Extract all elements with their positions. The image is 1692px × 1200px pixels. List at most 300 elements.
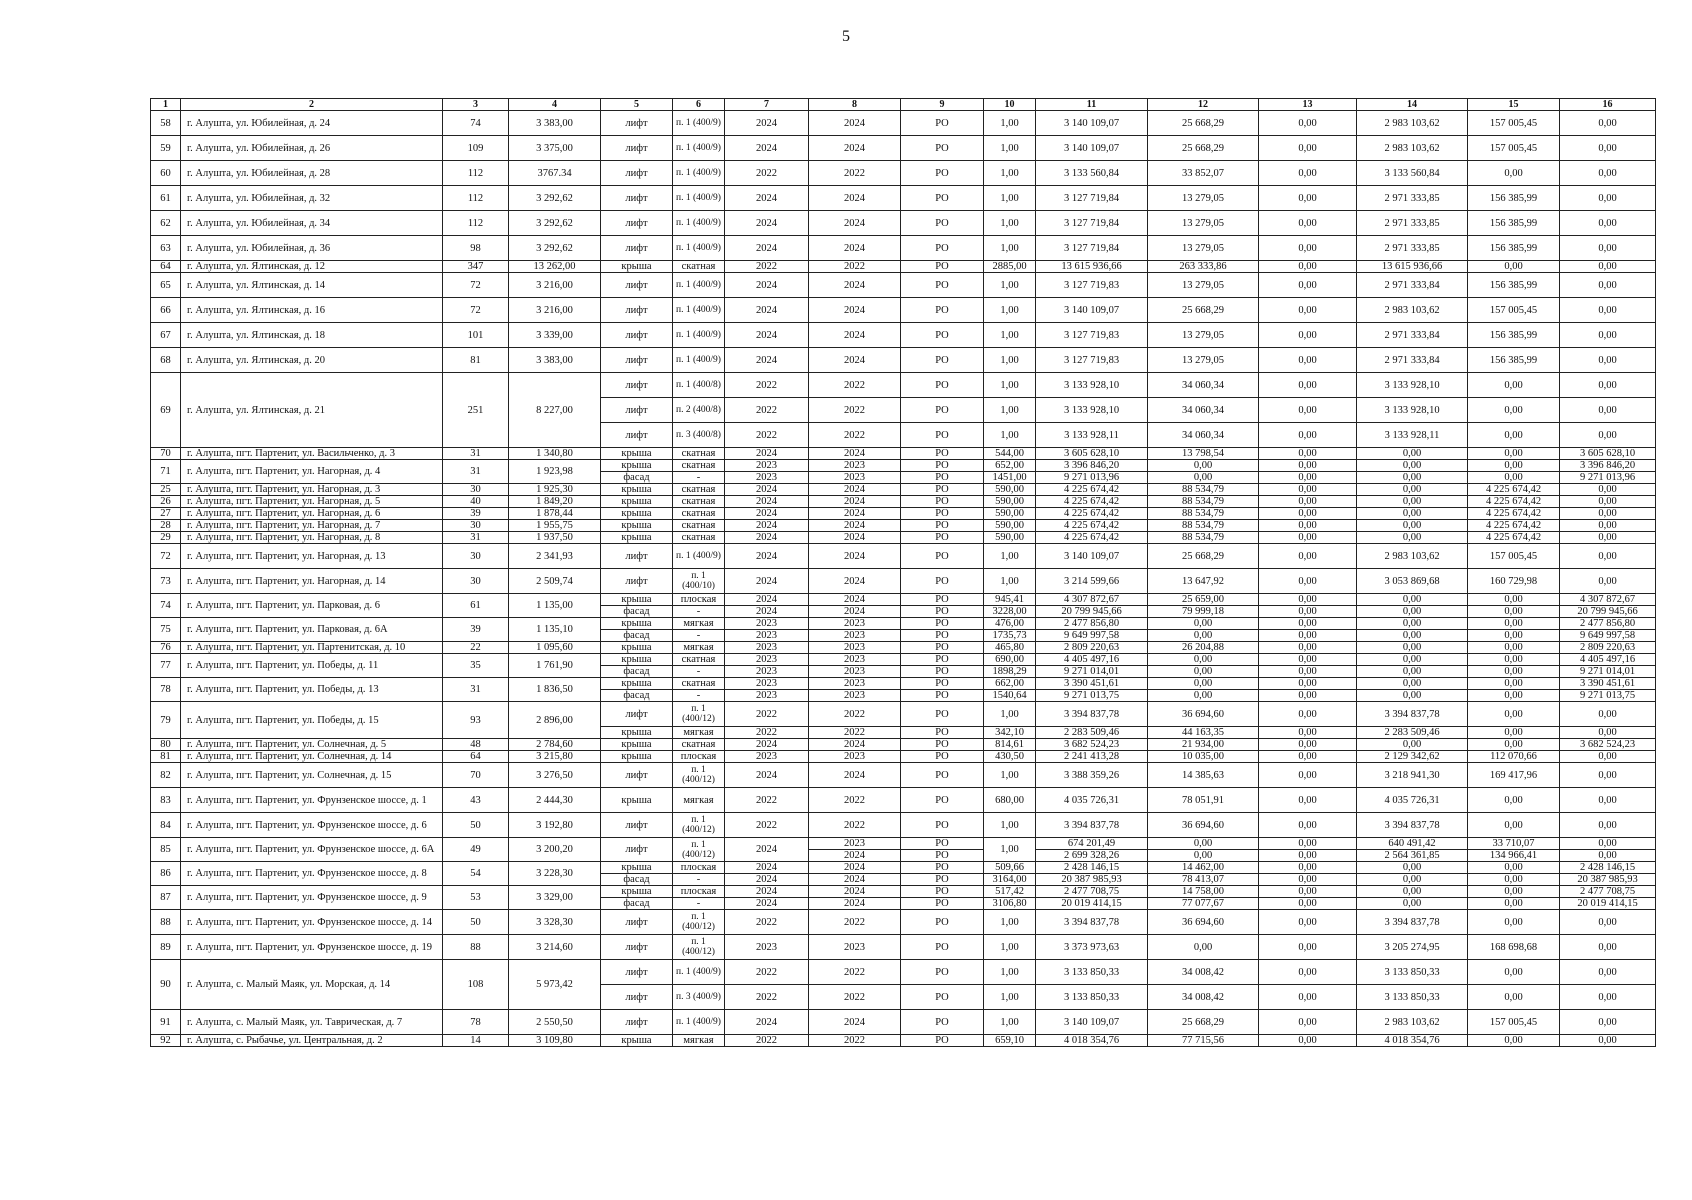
table-cell: 2024 <box>809 520 901 532</box>
table-cell: 1 849,20 <box>509 496 601 508</box>
table-cell: 88 534,79 <box>1148 496 1259 508</box>
table-cell: 652,00 <box>984 460 1036 472</box>
table-cell: 3 383,00 <box>509 111 601 136</box>
table-cell: 0,00 <box>1468 862 1560 874</box>
table-cell: п. 1 (400/9) <box>673 298 725 323</box>
table-cell: 84 <box>151 813 181 838</box>
table-cell: п. 1 (400/9) <box>673 348 725 373</box>
table-row <box>151 161 1656 186</box>
table-cell: 88 534,79 <box>1148 520 1259 532</box>
table-cell: 659,10 <box>984 1035 1036 1047</box>
table-row <box>151 910 1656 935</box>
table-cell: РО <box>901 323 984 348</box>
table-cell: п. 1 (400/9) <box>673 273 725 298</box>
table-cell: 690,00 <box>984 654 1036 666</box>
table-cell: 20 387 985,93 <box>1560 874 1656 886</box>
column-header: 4 <box>509 99 601 111</box>
table-cell: лифт <box>601 211 673 236</box>
table-cell: 112 070,66 <box>1468 751 1560 763</box>
table-cell: 2023 <box>725 630 809 642</box>
table-cell: 2024 <box>725 569 809 594</box>
table-cell: 2022 <box>725 910 809 935</box>
table-cell: фасад <box>601 606 673 618</box>
table-cell: крыша <box>601 678 673 690</box>
table-cell: 3 328,30 <box>509 910 601 935</box>
table-cell: 3 133 928,11 <box>1357 423 1468 448</box>
table-cell: скатная <box>673 448 725 460</box>
table-cell: 2023 <box>809 935 901 960</box>
table-cell: 72 <box>443 298 509 323</box>
table-cell: РО <box>901 862 984 874</box>
table-cell: 13 279,05 <box>1148 273 1259 298</box>
table-cell: 1 925,30 <box>509 484 601 496</box>
table-cell: 2022 <box>725 373 809 398</box>
table-cell: 20 799 945,66 <box>1560 606 1656 618</box>
table-cell: 160 729,98 <box>1468 569 1560 594</box>
table-row <box>151 751 1656 763</box>
table-cell: РО <box>901 111 984 136</box>
table-cell: 0,00 <box>1468 594 1560 606</box>
table-body <box>151 111 1656 1047</box>
table-cell: 0,00 <box>1560 236 1656 261</box>
page-number: 5 <box>842 28 850 45</box>
table-cell: 0,00 <box>1259 838 1357 850</box>
table-cell: 3 127 719,84 <box>1036 211 1148 236</box>
table-cell: 0,00 <box>1468 398 1560 423</box>
table-cell: крыша <box>601 520 673 532</box>
table-cell: 0,00 <box>1468 813 1560 838</box>
table-cell: лифт <box>601 323 673 348</box>
table-cell: 2023 <box>725 654 809 666</box>
table-cell: 3 276,50 <box>509 763 601 788</box>
table-row <box>151 763 1656 788</box>
table-cell: 3 127 719,83 <box>1036 348 1148 373</box>
table-cell: 3 682 524,23 <box>1560 739 1656 751</box>
table-cell: 83 <box>151 788 181 813</box>
table-cell: 98 <box>443 236 509 261</box>
table-cell: 9 649 997,58 <box>1560 630 1656 642</box>
table-cell: 2024 <box>725 186 809 211</box>
table-cell: 64 <box>443 751 509 763</box>
table-cell: 1,00 <box>984 161 1036 186</box>
table-cell: 2 983 103,62 <box>1357 1010 1468 1035</box>
table-cell: 2 983 103,62 <box>1357 136 1468 161</box>
table-cell: г. Алушта, пгт. Партенит, ул. Солнечная, д. 5 <box>181 739 443 751</box>
table-cell: 2024 <box>809 606 901 618</box>
table-cell: 590,00 <box>984 484 1036 496</box>
table-cell: 2022 <box>809 423 901 448</box>
table-cell: 48 <box>443 739 509 751</box>
table-cell: 1540,64 <box>984 690 1036 702</box>
table-cell: 0,00 <box>1560 532 1656 544</box>
table-cell: РО <box>901 690 984 702</box>
table-cell: г. Алушта, с. Малый Маяк, ул. Таврическая, д. 7 <box>181 1010 443 1035</box>
table-row <box>151 211 1656 236</box>
table-cell: скатная <box>673 508 725 520</box>
table-cell: 1 340,80 <box>509 448 601 460</box>
table-cell: 156 385,99 <box>1468 323 1560 348</box>
table-cell: фасад <box>601 690 673 702</box>
table-cell: 2022 <box>809 161 901 186</box>
table-cell: крыша <box>601 460 673 472</box>
table-cell: лифт <box>601 763 673 788</box>
table-cell: крыша <box>601 642 673 654</box>
table-cell: 2023 <box>809 751 901 763</box>
table-cell: 0,00 <box>1357 642 1468 654</box>
table-cell: РО <box>901 261 984 273</box>
table-cell: 3 394 837,78 <box>1357 702 1468 727</box>
table-cell: 2 129 342,62 <box>1357 751 1468 763</box>
table-cell: - <box>673 898 725 910</box>
table-cell: фасад <box>601 874 673 886</box>
table-cell: 0,00 <box>1259 642 1357 654</box>
table-cell: 2 983 103,62 <box>1357 111 1468 136</box>
table-cell: 0,00 <box>1259 348 1357 373</box>
table-row <box>151 508 1656 520</box>
table-cell: 2 341,93 <box>509 544 601 569</box>
table-cell: 53 <box>443 886 509 910</box>
table-row <box>151 544 1656 569</box>
table-cell: лифт <box>601 569 673 594</box>
table-cell: 63 <box>151 236 181 261</box>
table-cell: 0,00 <box>1468 739 1560 751</box>
table-cell: 2024 <box>809 323 901 348</box>
table-cell: 2022 <box>809 373 901 398</box>
column-header: 11 <box>1036 99 1148 111</box>
table-cell: 2 283 509,46 <box>1036 727 1148 739</box>
table-cell: г. Алушта, пгт. Партенит, ул. Солнечная, д. 15 <box>181 763 443 788</box>
table-cell: 3228,00 <box>984 606 1036 618</box>
table-cell: 4 035 726,31 <box>1036 788 1148 813</box>
table-cell: 0,00 <box>1357 886 1468 898</box>
table-cell: 0,00 <box>1357 460 1468 472</box>
table-cell: 0,00 <box>1148 630 1259 642</box>
table-cell: 0,00 <box>1148 935 1259 960</box>
table-cell: 4 225 674,42 <box>1468 520 1560 532</box>
table-cell: РО <box>901 520 984 532</box>
table-cell: 0,00 <box>1357 520 1468 532</box>
table-cell: г. Алушта, ул. Юбилейная, д. 24 <box>181 111 443 136</box>
table-cell: 0,00 <box>1148 654 1259 666</box>
table-cell: 0,00 <box>1560 186 1656 211</box>
table-cell: 3 228,30 <box>509 862 601 886</box>
table-cell: 0,00 <box>1259 898 1357 910</box>
table-row <box>151 960 1656 985</box>
table-cell: 2022 <box>725 1035 809 1047</box>
table-cell: 3 133 560,84 <box>1357 161 1468 186</box>
table-cell: 0,00 <box>1148 690 1259 702</box>
table-cell: 87 <box>151 886 181 910</box>
table-cell: 0,00 <box>1259 850 1357 862</box>
table-cell: 2024 <box>809 532 901 544</box>
table-cell: г. Алушта, пгт. Партенит, ул. Победы, д. 13 <box>181 678 443 702</box>
table-cell: 0,00 <box>1468 423 1560 448</box>
table-cell: 814,61 <box>984 739 1036 751</box>
column-header: 16 <box>1560 99 1656 111</box>
table-cell: 2 699 328,26 <box>1036 850 1148 862</box>
table-row <box>151 935 1656 960</box>
table-cell: РО <box>901 186 984 211</box>
table-cell: 590,00 <box>984 508 1036 520</box>
table-cell: РО <box>901 751 984 763</box>
table-cell: 3 214,60 <box>509 935 601 960</box>
table-cell: 0,00 <box>1468 618 1560 630</box>
table-cell: 77 <box>151 654 181 678</box>
table-cell: 0,00 <box>1468 985 1560 1010</box>
table-row <box>151 594 1656 606</box>
table-cell: г. Алушта, пгт. Партенит, ул. Нагорная, д. 13 <box>181 544 443 569</box>
table-cell: 0,00 <box>1259 520 1357 532</box>
table-cell: 68 <box>151 348 181 373</box>
table-cell: г. Алушта, пгт. Партенит, ул. Нагорная, д. 5 <box>181 496 443 508</box>
table-cell: п. 1 (400/12) <box>673 838 725 862</box>
table-cell: РО <box>901 678 984 690</box>
table-cell: 3 133 928,10 <box>1357 398 1468 423</box>
table-row <box>151 136 1656 161</box>
table-cell: 1,00 <box>984 910 1036 935</box>
table-cell: 156 385,99 <box>1468 236 1560 261</box>
table-cell: 3 394 837,78 <box>1036 910 1148 935</box>
table-cell: 0,00 <box>1259 472 1357 484</box>
table-cell: РО <box>901 508 984 520</box>
table-cell: 0,00 <box>1468 702 1560 727</box>
table-cell: 0,00 <box>1259 236 1357 261</box>
table-cell: скатная <box>673 460 725 472</box>
table-cell: РО <box>901 423 984 448</box>
table-cell: 0,00 <box>1560 273 1656 298</box>
column-header: 3 <box>443 99 509 111</box>
table-cell: 31 <box>443 460 509 484</box>
table-cell: 2 971 333,84 <box>1357 348 1468 373</box>
table-row <box>151 520 1656 532</box>
table-cell: 342,10 <box>984 727 1036 739</box>
table-cell: 64 <box>151 261 181 273</box>
table-cell: 1 937,50 <box>509 532 601 544</box>
table-row <box>151 273 1656 298</box>
table-cell: 2023 <box>809 460 901 472</box>
table-cell: г. Алушта, пгт. Партенит, ул. Нагорная, д. 3 <box>181 484 443 496</box>
table-cell: п. 1 (400/8) <box>673 373 725 398</box>
table-cell: 2022 <box>725 727 809 739</box>
table-cell: 40 <box>443 496 509 508</box>
table-cell: 157 005,45 <box>1468 544 1560 569</box>
table-cell: 2023 <box>725 618 809 630</box>
table-cell: 157 005,45 <box>1468 111 1560 136</box>
column-header: 5 <box>601 99 673 111</box>
table-cell: 58 <box>151 111 181 136</box>
table-cell: 81 <box>443 348 509 373</box>
table-cell: мягкая <box>673 788 725 813</box>
table-cell: лифт <box>601 960 673 985</box>
table-cell: 2024 <box>725 273 809 298</box>
table-cell: 2024 <box>725 606 809 618</box>
table-cell: 0,00 <box>1259 862 1357 874</box>
table-cell: 89 <box>151 935 181 960</box>
table-cell: 2022 <box>725 423 809 448</box>
table-cell: 347 <box>443 261 509 273</box>
table-cell: 88 534,79 <box>1148 532 1259 544</box>
table-cell: 0,00 <box>1468 898 1560 910</box>
table-cell: 2 896,00 <box>509 702 601 739</box>
table-cell: 3 388 359,26 <box>1036 763 1148 788</box>
table-cell: 2023 <box>809 678 901 690</box>
table-cell: 3 216,00 <box>509 298 601 323</box>
table-cell: 2 983 103,62 <box>1357 544 1468 569</box>
table-cell: 85 <box>151 838 181 862</box>
table-cell: 74 <box>443 111 509 136</box>
table-cell: 3 292,62 <box>509 211 601 236</box>
table-cell: 2 809 220,63 <box>1036 642 1148 654</box>
table-cell: 590,00 <box>984 532 1036 544</box>
table-cell: РО <box>901 702 984 727</box>
table-cell: крыша <box>601 484 673 496</box>
table-row <box>151 348 1656 373</box>
table-cell: 26 <box>151 496 181 508</box>
table-cell: 2024 <box>725 484 809 496</box>
table-cell: г. Алушта, пгт. Партенит, ул. Фрунзенское шоссе, д. 1 <box>181 788 443 813</box>
table-cell: 3 292,62 <box>509 236 601 261</box>
table-cell: 2023 <box>809 472 901 484</box>
table-cell: 0,00 <box>1468 678 1560 690</box>
table-cell: 1 761,90 <box>509 654 601 678</box>
table-cell: 4 405 497,16 <box>1560 654 1656 666</box>
table-cell: лифт <box>601 373 673 398</box>
table-cell: 9 649 997,58 <box>1036 630 1148 642</box>
table-cell: 2022 <box>809 1035 901 1047</box>
table-cell: 2 283 509,46 <box>1357 727 1468 739</box>
table-cell: 1 955,75 <box>509 520 601 532</box>
table-row <box>151 186 1656 211</box>
table-cell: 74 <box>151 594 181 618</box>
table-cell: г. Алушта, с. Рыбачье, ул. Центральная, д. 2 <box>181 1035 443 1047</box>
table-cell: 674 201,49 <box>1036 838 1148 850</box>
table-cell: 2 477 708,75 <box>1036 886 1148 898</box>
table-cell: РО <box>901 161 984 186</box>
table-cell: 2 971 333,84 <box>1357 273 1468 298</box>
table-cell: фасад <box>601 630 673 642</box>
table-cell: 13 615 936,66 <box>1036 261 1148 273</box>
table-cell: фасад <box>601 472 673 484</box>
table-cell: 0,00 <box>1560 985 1656 1010</box>
table-cell: 9 271 013,96 <box>1560 472 1656 484</box>
table-cell: 2024 <box>809 1010 901 1035</box>
table-cell: 13 279,05 <box>1148 186 1259 211</box>
table-cell: 0,00 <box>1259 985 1357 1010</box>
table-cell: 0,00 <box>1259 261 1357 273</box>
table-cell: 3 339,00 <box>509 323 601 348</box>
table-cell: 0,00 <box>1468 460 1560 472</box>
table-cell: 78 <box>443 1010 509 1035</box>
table-cell: г. Алушта, пгт. Партенит, ул. Фрунзенское шоссе, д. 9 <box>181 886 443 910</box>
column-header: 7 <box>725 99 809 111</box>
table-cell: 2024 <box>809 739 901 751</box>
table-cell: 168 698,68 <box>1468 935 1560 960</box>
table-cell: РО <box>901 898 984 910</box>
table-cell: 157 005,45 <box>1468 1010 1560 1035</box>
table-cell: 80 <box>151 739 181 751</box>
table-cell: 31 <box>443 448 509 460</box>
table-cell: 2 241 413,28 <box>1036 751 1148 763</box>
table-cell: 0,00 <box>1357 532 1468 544</box>
table-cell: г. Алушта, пгт. Партенит, ул. Васильченко, д. 3 <box>181 448 443 460</box>
table-cell: 0,00 <box>1468 1035 1560 1047</box>
table-cell: мягкая <box>673 1035 725 1047</box>
table-row <box>151 460 1656 472</box>
table-cell: 0,00 <box>1357 666 1468 678</box>
table-cell: 0,00 <box>1148 838 1259 850</box>
table-cell: 0,00 <box>1357 690 1468 702</box>
table-cell: 0,00 <box>1357 606 1468 618</box>
table-cell: 2 983 103,62 <box>1357 298 1468 323</box>
table-cell: 30 <box>443 569 509 594</box>
table-cell: 39 <box>443 508 509 520</box>
table-cell: 3 140 109,07 <box>1036 544 1148 569</box>
table-row <box>151 373 1656 398</box>
table-cell: 3 133 850,33 <box>1357 985 1468 1010</box>
table-cell: РО <box>901 874 984 886</box>
table-cell: 20 019 414,15 <box>1560 898 1656 910</box>
table-cell: 109 <box>443 136 509 161</box>
table-cell: 8 227,00 <box>509 373 601 448</box>
table-cell: 3 133 928,10 <box>1036 398 1148 423</box>
table-cell: 112 <box>443 161 509 186</box>
table-cell: п. 1 (400/12) <box>673 910 725 935</box>
table-cell: 2023 <box>725 678 809 690</box>
table-cell: 2023 <box>809 618 901 630</box>
table-cell: скатная <box>673 678 725 690</box>
table-cell: 3 200,20 <box>509 838 601 862</box>
table-cell: 0,00 <box>1560 751 1656 763</box>
table-cell: РО <box>901 618 984 630</box>
table-cell: 4 018 354,76 <box>1036 1035 1148 1047</box>
table-cell: 0,00 <box>1259 935 1357 960</box>
column-header: 12 <box>1148 99 1259 111</box>
table-cell: 4 018 354,76 <box>1357 1035 1468 1047</box>
table-cell: 31 <box>443 532 509 544</box>
table-cell: РО <box>901 960 984 985</box>
table-cell: 3 140 109,07 <box>1036 111 1148 136</box>
table-cell: крыша <box>601 594 673 606</box>
table-cell: 0,00 <box>1357 496 1468 508</box>
table-cell: 2024 <box>809 448 901 460</box>
table-cell: 2022 <box>725 261 809 273</box>
table-cell: 3 133 928,11 <box>1036 423 1148 448</box>
table-cell: 0,00 <box>1560 544 1656 569</box>
table-cell: 14 462,00 <box>1148 862 1259 874</box>
table-cell: 54 <box>443 862 509 886</box>
table-cell: 88 534,79 <box>1148 484 1259 496</box>
table-cell: 9 271 013,75 <box>1560 690 1656 702</box>
table-cell: скатная <box>673 532 725 544</box>
table-cell: крыша <box>601 261 673 273</box>
table-cell: скатная <box>673 261 725 273</box>
table-cell: г. Алушта, ул. Ялтинская, д. 12 <box>181 261 443 273</box>
table-cell: п. 1 (400/12) <box>673 763 725 788</box>
table-cell: 3 214 599,66 <box>1036 569 1148 594</box>
table-cell: 0,00 <box>1259 666 1357 678</box>
table-cell: РО <box>901 348 984 373</box>
table-cell: 0,00 <box>1259 186 1357 211</box>
table-cell: 86 <box>151 862 181 886</box>
table-cell: 1 135,00 <box>509 594 601 618</box>
table-cell: 0,00 <box>1560 935 1656 960</box>
table-cell: 2022 <box>725 398 809 423</box>
table-cell: 39 <box>443 618 509 642</box>
table-cell: 465,80 <box>984 642 1036 654</box>
table-cell: 77 715,56 <box>1148 1035 1259 1047</box>
table-cell: 36 694,60 <box>1148 910 1259 935</box>
table-cell: 14 <box>443 1035 509 1047</box>
